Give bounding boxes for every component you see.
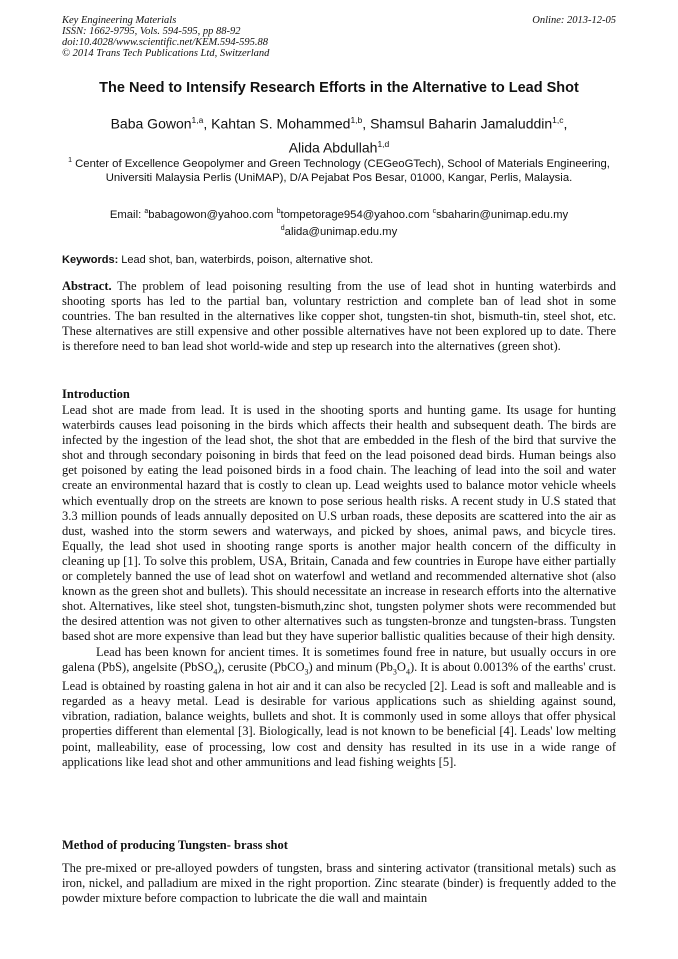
affiliation-sup: 1 [68,157,72,164]
affiliation [58,154,620,186]
email-sup: c [432,208,437,215]
keywords-text: Lead shot, ban, waterbirds, poison, alternative shot. [118,254,374,266]
author-affil-sup: 1,b [350,115,363,125]
method-section [62,861,616,906]
subscript: 3 [392,667,397,677]
text-run: ). It is about 0.0013% of the earths' crust. Lead is obtained by roasting galena in hot air and it can also be recycled [2]. Lead is soft and malleable and is regarded as a heavy metal. Lead is desirable for various applications such as shielding against sound, vibration, radiation, balance weights, bullets and shot. It is commonly used in some alloys that offer physical properties different than elemental [3]. Biologically, lead is not known to be beneficial [4]. Leads' low melting point, malleability, ease of processing, low cost and density has resulted in its use in a wide range of applications like lead shot and other ammunitions and lead fishing weights [5]. [62,659,617,769]
intro-paragraph-1: Lead shot are made from lead. It is used in the shooting sports and hunting game. Its usage for hunting waterbirds causes lead poisoning in the birds which affects their health and subsequent death. The birds are infected by the ingestion of the lead shot, the shot that are embedded in the flesh of the bird that survive the shot and through secondary poisoning in birds that feed on the lead poisoned dead birds. Human beings also get poisoned by eating the lead poisoned birds in a food chain. The leaching of lead into the soil and water create an environmental hazard that is costly to clean up. Lead weights used to balance motor vehicle wheels which eventually drop on the streets are known to pose serious health risks. A recent study in U.S stated that 3.3 million pounds of leads annually deposited on U.S urban roads, these deposits are scattered into the air as dust, washed into the storm sewers and waterways, and picked by shoes, animal paws, and bicycle tires. Equally, the lead shot used in shooting range sports is another major health concern of the difficulty in cleaning up [1]. To solve this problem, USA, Britain, Canada and few countries in Europe have either partially or completely banned the use of lead shot on waterfowl and wetland and recommended alternative shot (also known as the green shot and bullets). This should necessitate an increase in research efforts into the alternative shot. Alternatives, like steel shot, tungsten-bismuth,zinc shot, tungsten polymer shots were recommended but the desired attention was not given to other alternatives such as tungsten-bronze and tungsten-brass. Tungsten based shot are more expensive than lead but they have superior ballistic qualities because of their high density. [62,403,616,644]
doi-line: doi:10.4028/www.scientific.net/KEM.594-595.88 [62,37,268,48]
text-run: ) and minum (Pb [308,659,393,674]
abstract-label: Abstract. [62,279,112,293]
author-sep: , [203,115,212,132]
email-sup: a [144,208,149,215]
subscript: 3 [304,667,309,677]
author-list [50,110,628,157]
journal-name: Key Engineering Materials [62,15,177,26]
journal-header [62,15,269,59]
author-sep: , [362,115,371,132]
method-heading: Method of producing Tungsten- brass shot [62,838,288,852]
author-affil-sup: 1,d [377,138,390,149]
email-sup: b [276,208,281,215]
email-link[interactable]: alida@unimap.edu.my [284,225,398,238]
subscript: 4 [405,667,410,677]
introduction-heading: Introduction [62,387,130,401]
paper-title: The Need to Intensify Research Efforts in the Alternative to Lead Shot [99,80,579,96]
abstract-text: The problem of lead poisoning resulting from the use of lead shot in hunting waterbirds and shooting sports has led to the partial ban, voluntary restriction and complete ban of lead shot in some countries. The ban resulted in the alternatives like copper shot, tungsten-tin shot, bismuth-tin, steel shot, etc. These alternatives are still expensive and other possible alternatives have not been explored up to date. There is therefore need to ban lead shot world-wide and step up research into the alternatives (green shot). [62,279,616,354]
email-link[interactable]: sbaharin@unimap.edu.my [436,208,569,221]
intro-paragraph-2 [62,645,616,770]
keywords-label: Keywords: [62,254,119,266]
author-name: Baba Gowon [110,115,192,132]
author-name: Shamsul Baharin Jamaluddin [370,115,553,132]
text-run: O [396,659,406,674]
subscript: 4 [213,667,218,677]
introduction-section [62,403,616,770]
author-affil-sup: 1,c [552,115,564,125]
affiliation-text: Center of Excellence Geopolymer and Green Technology (CEGeoGTech), School of Materials Engineering, Universiti Malaysia Perlis (UniMAP), D/A Pejabat Pos Besar, 01000, Kangar, Perlis, Malaysia. [71,157,610,185]
copyright-line: © 2014 Trans Tech Publications Ltd, Switzerland [62,48,270,59]
email-link[interactable]: babagowon@yahoo.com [148,208,274,221]
method-paragraph-1: The pre-mixed or pre-alloyed powders of tungsten, brass and sintering activator (transitional metals) such as iron, nickel, and palladium are mixed in the right proportion. Zinc stearate (binder) is frequently added to the powder mixture before compaction to lubricate the die wall and maintain [62,861,616,906]
author-name: Alida Abdullah [288,139,378,156]
abstract [62,279,616,354]
author-name: Kahtan S. Mohammed [211,115,351,132]
issn-line: ISSN: 1662-9795, Vols. 594-595, pp 88-92 [62,26,241,37]
email-block [58,205,620,239]
author-affil-sup: 1,a [191,115,204,125]
email-link[interactable]: tompetorage954@yahoo.com [280,208,430,221]
email-label: Email: [109,208,145,221]
text-run: ), cerusite (PbCO [217,659,305,674]
text-run: Lead has been known for ancient times. It is sometimes found free in nature, but usually occurs in ore galena (PbS), angelsite (PbSO [62,644,616,674]
email-sup: d [280,224,285,232]
keywords [62,254,617,266]
online-date: Online: 2013-12-05 [532,15,616,26]
author-sep: , [563,115,568,132]
